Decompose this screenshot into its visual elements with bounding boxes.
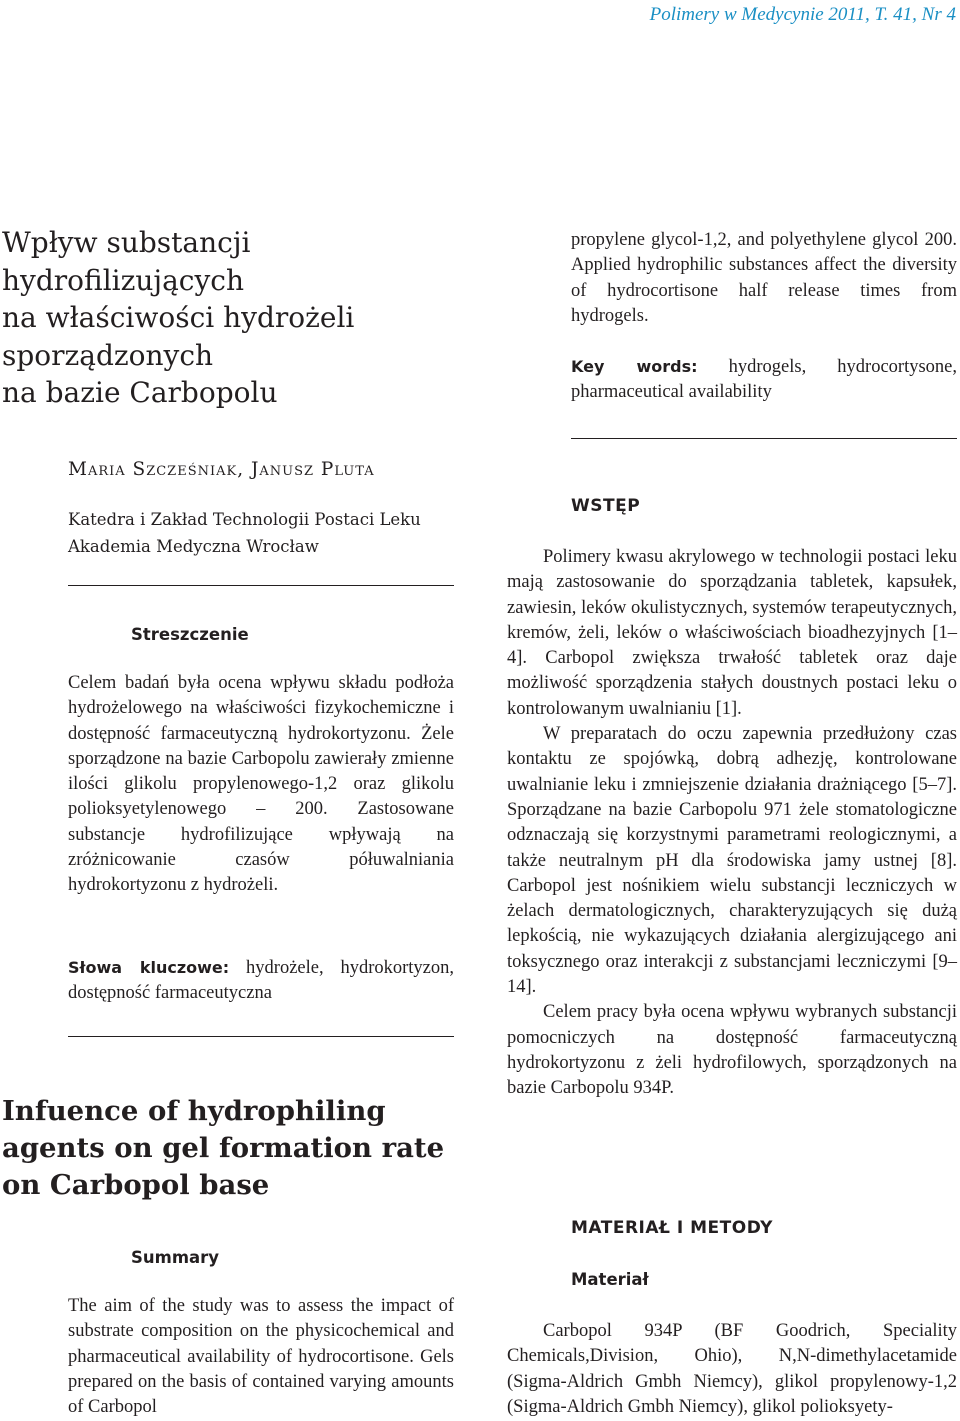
summary-heading: Summary (131, 1248, 220, 1267)
intro-paragraph: Celem pracy była ocena wpływu wybranych substancji pomocniczych na dostępność farmaceutyczną hydrokortyzonu z żeli hydrofilowych, sporządzonych na bazie Carbopolu 934P. (507, 1002, 957, 1099)
intro-paragraph: Polimery kwasu akrylowego w technologii postaci leku mają zastosowanie do sporządzania tabletek, kapsułek, zawiesin, leków okulistycznych, systemów terapeutycznych, kremów, żeli, leków o właściwościach bioadhezyjnych [1–4]. Carbopol zwiększa trwałość tabletek oraz daje możliwość sporządzenia stałych doustnych postaci leku o kontrolowanym uwalnianiu [1]. (507, 547, 957, 719)
streszczenie-text (68, 671, 454, 899)
keywords-pl (68, 955, 454, 1007)
title-pl-line: sporządzonych (2, 338, 214, 372)
title-en-line: on Carbopol base (2, 1169, 270, 1201)
intro-heading: WSTĘP (571, 496, 641, 516)
affiliation-line: Katedra i Zakład Technologii Postaci Leku (68, 510, 421, 529)
title-en-line: Infuence of hydrophiling (2, 1095, 386, 1127)
material-paragraph: Carbopol 934P (BF Goodrich, Speciality Chemicals,Division, Ohio), N,N-dimethylacetamide (Sigma-Aldrich Gmbh Niemcy), glikol propylenowy-1,2 (Sigma-Aldrich Gmbh Niemcy), glikol polioksyety- (507, 1321, 957, 1417)
keywords-pl-label: Słowa kluczowe: (68, 958, 230, 977)
keywords-en-text: hydrogels, hydrocortysone, pharmaceutical availability (571, 357, 958, 403)
summary-text (68, 1294, 454, 1420)
title-pl-line: Wpływ substancji (2, 226, 251, 259)
keywords-en (571, 354, 957, 406)
intro-text (507, 545, 957, 1102)
streszczenie-paragraph: Celem badań była ocena wpływu składu podłoża hydrożelowego na właściwości fizykochemiczne i dostępność farmaceutyczną hydrokortyzonu. Żele sporządzone na bazie Carbopolu zawierały zmienne ilości glikolu propylenowego-1,2 oraz glikolu polioksyetylenowego – 200. Zastosowane substancje hydrofilizujące wpływają na zróżnicowanie czasów półuwalniania hydrokortyzonu z hydrożeli. (68, 673, 454, 896)
title-pl-line: na bazie Carbopolu (2, 376, 278, 409)
affiliation-line: Akademia Medyczna Wrocław (68, 537, 319, 556)
material-heading: Materiał (571, 1270, 649, 1289)
divider-rule (571, 438, 957, 439)
streszczenie-heading: Streszczenie (131, 625, 249, 644)
methods-heading: MATERIAŁ I METODY (571, 1218, 773, 1238)
intro-paragraph: W preparatach do oczu zapewnia przedłużony czas kontaktu ze spojówką, dobrą adhezję, kontrolowane uwalnianie leku i zmniejszenie działania drażniącego [5–7]. Sporządzane na bazie Carbopolu 971 żele stomatologiczne odznaczają się korzystnymi parametrami reologicznymi, a także neutralnym pH dla środowiska jamy ustnej [8]. Carbopol jest nośnikiem wielu substancji leczniczych w żelach dermatologicznych, charakteryzujących się dużą lepkością, nie wykazujących działania alergizującego ani toksycznego oraz interakcji z substancjami leczniczymi [9–14]. (507, 724, 957, 998)
keywords-en-label: Key words: (571, 357, 698, 376)
title-pl-line: na właściwości hydrożeli (2, 301, 355, 334)
summary-continued-paragraph: propylene glycol-1,2, and polyethylene glycol 200. Applied hydrophilic substances affect the diversity of hydrocortisone half release times from hydrogels. (571, 230, 957, 326)
summary-paragraph: The aim of the study was to assess the impact of substrate composition on the physicochemical and pharmaceutical availability of hydrocortisone. Gels prepared on the basis of contained varying amounts of Carbopol (68, 1296, 454, 1418)
divider-rule (68, 1036, 454, 1037)
journal-header: Polimery w Medycynie 2011, T. 41, Nr 4 (649, 4, 956, 25)
article-title-en (2, 1093, 502, 1204)
title-en-line: agents on gel formation rate (2, 1132, 445, 1164)
authors: Maria Szcześniak, Janusz Pluta (68, 459, 375, 480)
article-title-pl (2, 224, 502, 412)
affiliation (68, 506, 421, 560)
title-pl-line: hydrofilizujących (2, 263, 244, 297)
material-text (507, 1319, 957, 1420)
divider-rule (68, 585, 454, 586)
summary-continued (571, 228, 957, 329)
keywords-pl-text: hydrożele, hydrokortyzon, dostępność farmaceutyczna (68, 958, 454, 1004)
